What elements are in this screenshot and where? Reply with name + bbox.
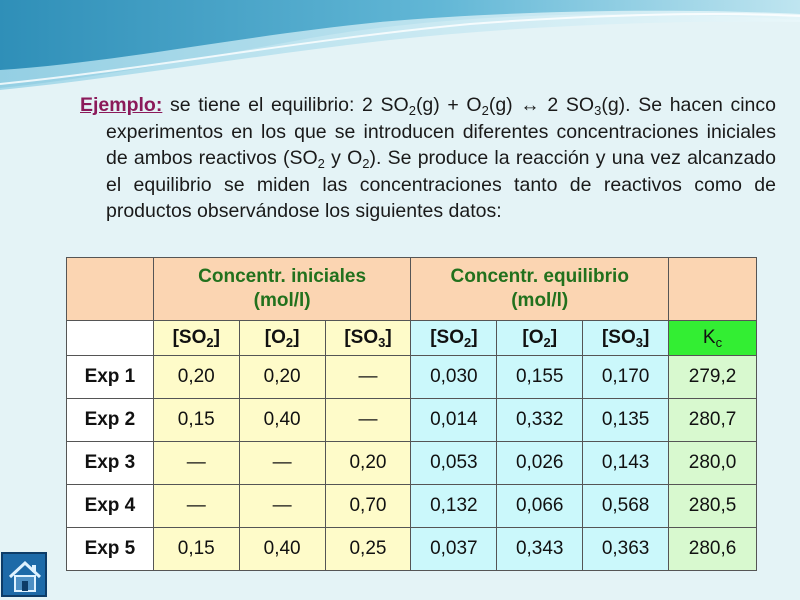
data-cell: 0,15 [153,399,239,442]
data-cell: 0,332 [497,399,583,442]
para-text: y O [324,147,363,170]
home-icon [6,557,44,594]
para-sub: 3 [594,103,602,118]
data-cell: 0,053 [411,442,497,485]
data-cell: 0,568 [583,485,669,528]
data-cell: — [239,442,325,485]
table-body [67,356,757,571]
col-header-kc: $K_c$ [669,321,757,356]
col-header-initial-o2: $[O_2]$ [239,321,325,356]
col-header-initial-so2: $[SO_2]$ [153,321,239,356]
row-label: Exp 3 [67,442,154,485]
para-text: se tiene el equilibrio: 2 SO [162,94,409,116]
data-cell: 0,363 [583,528,669,571]
para-sub: 2 [362,156,370,172]
data-cell: 0,70 [325,485,411,528]
data-cell: — [325,356,411,399]
header-wave-decoration [0,0,800,100]
data-cell: — [325,399,411,442]
home-button[interactable] [1,552,47,597]
para-text: ). Se produce la reacción y una vez alcanzado el equilibrio se miden las concentraciones tanto de reactivos como de productos observándose los siguientes datos: [106,147,776,223]
data-cell: 0,026 [497,442,583,485]
data-cell: 280,6 [669,528,757,571]
data-cell: 0,40 [239,528,325,571]
para-sub: 2 [481,103,489,118]
table-row [67,528,757,571]
data-cell: 0,170 [583,356,669,399]
data-cell: 0,20 [239,356,325,399]
group-initial-line1: Concentr. iniciales [198,266,367,287]
row-label: Exp 2 [67,399,154,442]
corner-cell [67,258,154,321]
data-cell: 0,40 [239,399,325,442]
group-header-row [67,258,757,321]
example-lead: Ejemplo: [80,94,163,116]
data-cell: 0,030 [411,356,497,399]
group-header-equilibrium [411,258,669,321]
row-label: Exp 1 [67,356,154,399]
kc-group-cell [669,258,757,321]
table-row [67,356,757,399]
table-row [67,399,757,442]
data-cell: 0,143 [583,442,669,485]
row-label: Exp 4 [67,485,154,528]
col-header-initial-so3: $[SO_3]$ [325,321,411,356]
table-row [67,485,757,528]
col-header-eq-so3: $[SO_3]$ [583,321,669,356]
example-paragraph [80,92,776,225]
table-row [67,442,757,485]
group-equilibrium-line2: (mol/l) [511,290,569,311]
data-cell: 0,343 [497,528,583,571]
data-cell: — [153,442,239,485]
data-cell: 280,5 [669,485,757,528]
data-cell: 0,132 [411,485,497,528]
data-cell: 0,066 [497,485,583,528]
blank-header-cell [67,321,154,356]
data-cell: 0,20 [153,356,239,399]
data-cell: 279,2 [669,356,757,399]
para-sub: 2 [408,103,416,118]
group-equilibrium-line1: Concentr. equilibrio [450,266,629,287]
data-cell: 0,037 [411,528,497,571]
data-cell: 0,15 [153,528,239,571]
column-header-row [67,321,757,356]
data-cell: — [239,485,325,528]
data-cell: 0,155 [497,356,583,399]
data-cell: 280,7 [669,399,757,442]
para-text: (g) ↔ 2 SO [488,94,595,116]
data-cell: 0,25 [325,528,411,571]
data-cell: 280,0 [669,442,757,485]
equilibrium-data-table [66,257,757,571]
group-initial-line2: (mol/l) [253,290,311,311]
row-label: Exp 5 [67,528,154,571]
data-cell: 0,135 [583,399,669,442]
data-cell: — [153,485,239,528]
para-sub: 2 [317,156,325,172]
group-header-initial [153,258,411,321]
col-header-eq-o2: $[O_2]$ [497,321,583,356]
data-cell: 0,20 [325,442,411,485]
col-header-eq-so2: $[SO_2]$ [411,321,497,356]
para-text: (g). Se hacen cinco experimentos en los que se introducen diferentes concentraciones iniciales de ambos reactivos (SO [106,94,776,170]
para-text: (g) + O [415,94,482,116]
data-cell: 0,014 [411,399,497,442]
